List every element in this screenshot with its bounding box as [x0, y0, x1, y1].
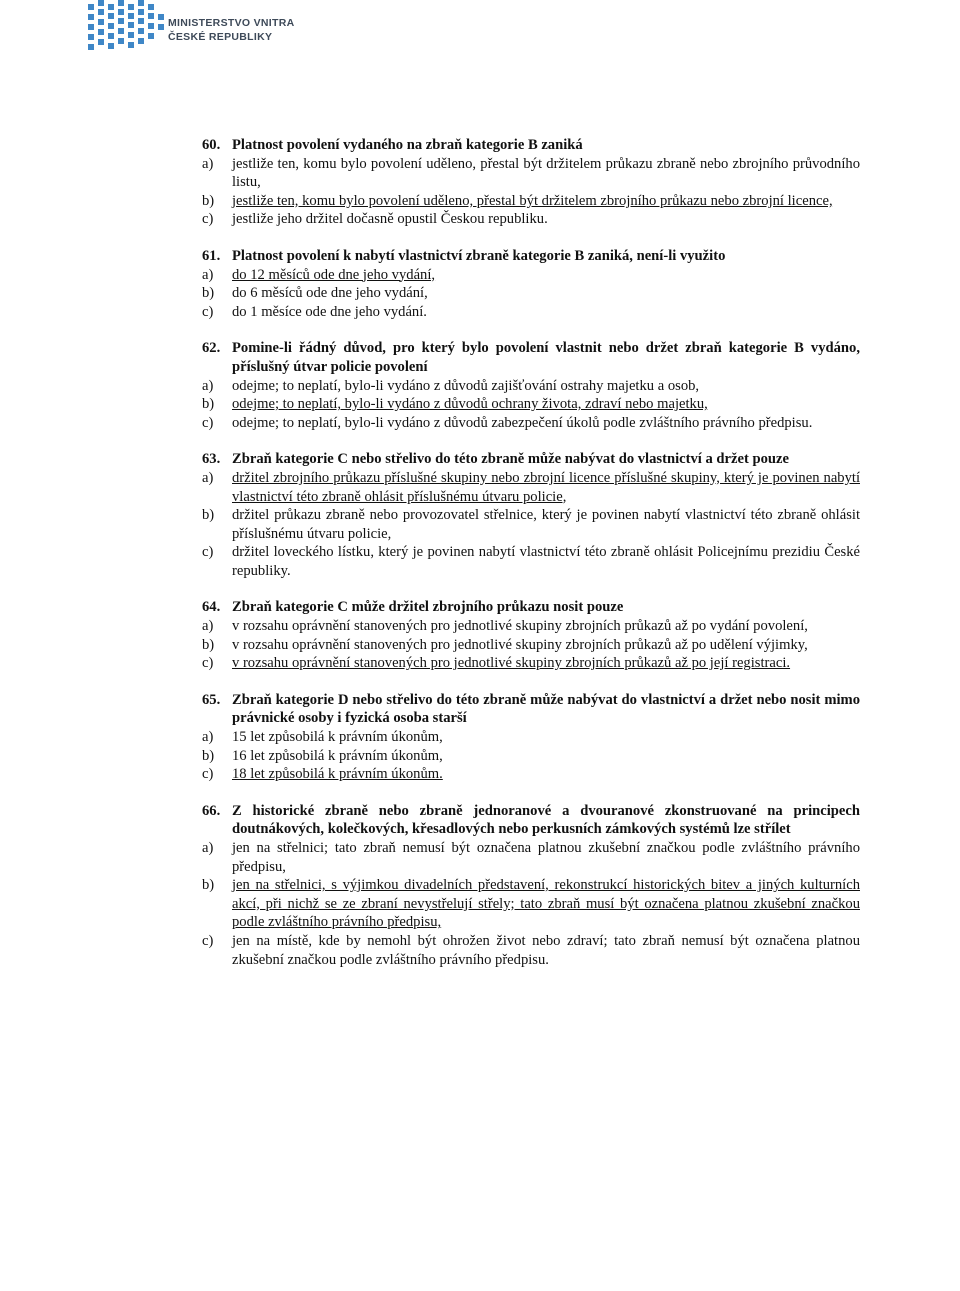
answer-option [202, 932, 860, 969]
question-title: Z historické zbraně nebo zbraně jednoranové a dvouranové zkonstruované na principech doutnákových, kolečkových, křesadlových nebo perkusních zámkových systémů lze střílet [232, 802, 860, 838]
question-title: Zbraň kategorie D nebo střelivo do této zbraně může nabývat do vlastnictví a držet nebo nosit mimo právnické osoby i fyzická osoba starší [232, 691, 860, 727]
option-letter: c) [202, 414, 214, 431]
question-65 [202, 691, 860, 784]
question-number: 61. [202, 247, 221, 264]
option-text: odejme; to neplatí, bylo-li vydáno z důvodů ochrany života, zdraví nebo majetku, [232, 396, 708, 413]
question-heading [202, 598, 860, 617]
option-letter: a) [202, 618, 214, 635]
question-60 [202, 136, 860, 229]
option-text: v rozsahu oprávnění stanovených pro jednotlivé skupiny zbrojních průkazů až po udělení výjimky, [232, 636, 808, 653]
question-heading [202, 450, 860, 469]
answer-option [202, 543, 860, 580]
option-text: jestliže ten, komu bylo povolení uděleno, přestal být držitelem zbrojního průkazu nebo zbrojní licence, [232, 192, 833, 209]
option-letter: b) [202, 636, 215, 653]
question-heading [202, 691, 860, 728]
option-letter: b) [202, 192, 215, 209]
ministry-logo-text [168, 16, 294, 44]
option-text: jen na střelnici, s výjimkou divadelních představení, rekonstrukcí historických bitev a jiných kulturních akcí, při nichž se ze zbraní nevystřelují střely; tato zbraň musí být označena platnou zkušební značkou podle zvláštního právního předpisu, [232, 877, 860, 931]
option-letter: a) [202, 729, 214, 746]
option-letter: b) [202, 285, 215, 302]
answer-option [202, 210, 860, 229]
answer-option [202, 414, 860, 433]
answer-option [202, 747, 860, 766]
answer-option [202, 284, 860, 303]
option-text: 15 let způsobilá k právním úkonům, [232, 729, 443, 746]
option-letter: c) [202, 303, 214, 320]
option-letter: c) [202, 766, 214, 783]
answer-option-correct [202, 192, 860, 211]
ministry-logo [84, 0, 304, 58]
option-letter: c) [202, 211, 214, 228]
option-letter: b) [202, 507, 215, 524]
option-text: jen na střelnici; tato zbraň nemusí být označena platnou zkušební značkou podle zvláštního právního předpisu, [232, 840, 860, 875]
question-63 [202, 450, 860, 580]
question-heading [202, 247, 860, 266]
question-title: Pomine-li řádný důvod, pro který bylo povolení vlastnit nebo držet zbraň kategorie B vydáno, příslušný útvar policie povolení [232, 340, 860, 375]
option-text: v rozsahu oprávnění stanovených pro jednotlivé skupiny zbrojních průkazů až po vydání povolení, [232, 618, 808, 635]
option-letter: a) [202, 469, 214, 486]
option-text: do 6 měsíců ode dne jeho vydání, [232, 285, 428, 302]
answer-option [202, 839, 860, 876]
option-text: do 12 měsíců ode dne jeho vydání, [232, 266, 436, 283]
option-text: odejme; to neplatí, bylo-li vydáno z důvodů zajišťování ostrahy majetku a osob, [232, 377, 700, 394]
answer-option [202, 506, 860, 543]
option-letter: a) [202, 155, 214, 172]
option-text: jestliže jeho držitel dočasně opustil Českou republiku. [232, 211, 548, 228]
question-66 [202, 802, 860, 969]
question-heading [202, 802, 860, 839]
answer-option [202, 728, 860, 747]
answer-option-correct [202, 469, 860, 506]
ministry-logo-mark-icon [84, 0, 164, 58]
option-letter: c) [202, 932, 214, 949]
option-text: držitel průkazu zbraně nebo provozovatel střelnice, který je povinen nabytí vlastnictví této zbraně ohlásit příslušnému útvaru policie, [232, 507, 860, 542]
question-number: 64. [202, 599, 221, 616]
question-title: Zbraň kategorie C může držitel zbrojního průkazu nosit pouze [232, 599, 624, 616]
answer-option-correct [202, 765, 860, 784]
questions-content [202, 136, 860, 987]
answer-option [202, 155, 860, 192]
question-number: 62. [202, 340, 221, 357]
answer-option-correct [202, 654, 860, 673]
question-64 [202, 598, 860, 672]
option-letter: c) [202, 655, 214, 672]
option-text: odejme; to neplatí, bylo-li vydáno z důvodů zabezpečení úkolů podle zvláštního právního předpisu. [232, 414, 813, 431]
question-number: 60. [202, 137, 221, 153]
option-text: v rozsahu oprávnění stanovených pro jednotlivé skupiny zbrojních průkazů až po její registraci. [232, 655, 791, 672]
question-title: Platnost povolení vydaného na zbraň kategorie B zaniká [232, 137, 583, 153]
answer-option [202, 303, 860, 322]
answer-option-correct [202, 876, 860, 932]
option-letter: a) [202, 266, 214, 283]
answer-option [202, 636, 860, 655]
option-text: jestliže ten, komu bylo povolení uděleno, přestal být držitelem průkazu zbraně nebo zbrojního průvodního listu, [232, 155, 860, 191]
question-title: Zbraň kategorie C nebo střelivo do této zbraně může nabývat do vlastnictví a držet pouze [232, 451, 789, 468]
option-text: 16 let způsobilá k právním úkonům, [232, 747, 443, 764]
option-letter: a) [202, 377, 214, 394]
answer-option [202, 617, 860, 636]
logo-line-2: ČESKÉ REPUBLIKY [168, 31, 273, 43]
option-letter: b) [202, 396, 215, 413]
answer-option-correct [202, 266, 860, 285]
option-letter: b) [202, 747, 215, 764]
answer-option-correct [202, 395, 860, 414]
question-heading [202, 136, 860, 155]
question-62 [202, 339, 860, 432]
question-number: 65. [202, 691, 221, 708]
answer-option [202, 377, 860, 396]
option-text: držitel loveckého lístku, který je povinen nabytí vlastnictví této zbraně ohlásit Policejnímu prezidiu České republiky. [232, 544, 860, 579]
option-letter: a) [202, 840, 214, 856]
option-text: jen na místě, kde by nemohl být ohrožen život nebo zdraví; tato zbraň nemusí být označena platnou zkušební značkou podle zvláštního právního předpisu. [232, 932, 860, 968]
question-number: 66. [202, 802, 221, 819]
question-61 [202, 247, 860, 321]
option-text: do 1 měsíce ode dne jeho vydání. [232, 303, 427, 320]
question-title: Platnost povolení k nabytí vlastnictví zbraně kategorie B zaniká, není-li využito [232, 247, 726, 264]
question-heading [202, 339, 860, 376]
question-number: 63. [202, 451, 221, 468]
option-text: držitel zbrojního průkazu příslušné skupiny nebo zbrojní licence příslušné skupiny, který je povinen nabytí vlastnictví této zbraně ohlásit příslušnému útvaru policie, [232, 469, 860, 505]
option-letter: b) [202, 877, 215, 894]
option-letter: c) [202, 544, 214, 561]
logo-line-1: MINISTERSTVO VNITRA [168, 17, 295, 29]
option-text: 18 let způsobilá k právním úkonům. [232, 766, 443, 783]
